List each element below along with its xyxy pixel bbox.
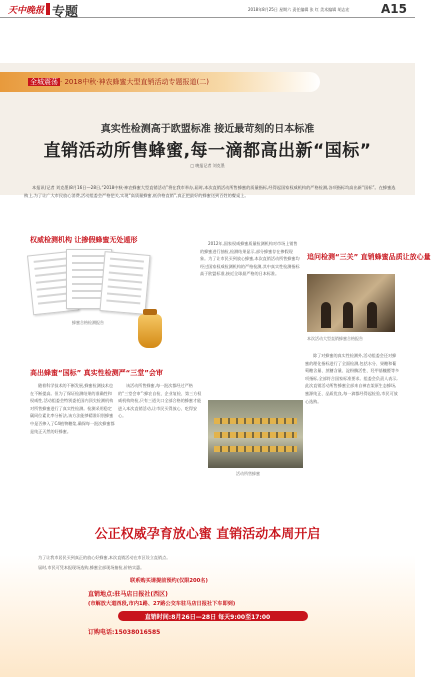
- article-lead: 本报讯(记者 刘克墨)8月16日—28日,“2018中秋·神农蜂蜜大型直销活动”将在我市举办,届时,本次直销活动所售蜂蜜的质量指标,经得起国家权威机构的严格检测,各项指标均高出新“国标”。在蜂蜜选购上,为了让广大市民放心消费,活动组委会严格把关,实现“高质量蜂蜜,低价格直销”,真正把最好的蜂蜜送到百姓的餐桌上。: [24, 185, 396, 198]
- advert-location-detail: (市解放大道西段,市内1路、27路公交车驻马店日报社下车即到): [88, 601, 236, 607]
- advert-coupon: 联系购买请提前预约(仅限200名): [130, 578, 208, 584]
- honey-products-photo: [208, 400, 303, 468]
- block2-title: 高出蜂蜜“国标” 真实性检测严“三堂”会审: [30, 369, 163, 377]
- advert-title: 公正权威孕育放心蜜 直销活动本周开启: [94, 527, 321, 542]
- section-name: 专题: [52, 5, 79, 20]
- article-headline: 直销活动所售蜂蜜,每一滴都高出新“国标”: [43, 141, 372, 161]
- inspection-photo: [307, 274, 395, 332]
- left-column-text: 随着科学技术的不断发展,蜂蜜检测技术也在不断提高。但为了保证检测结果的准确性和权威性,活动组委会特别委托国内顶尖检测机构对所售蜂蜜进行了真实性检测。检测采用稳定碳同位素比率分析法,该方法能够精准识别蜂蜜中是否掺入了C4植物糖浆,确保每一批次蜂蜜都是纯正天然的好蜂蜜。: [30, 383, 115, 434]
- advert-time: 直销时间:8月26日—28日 每天9:00至17:00: [144, 614, 271, 621]
- newspaper-brand: 天中晚报: [8, 6, 45, 16]
- test-report-image: [30, 247, 150, 317]
- section-marker: [46, 3, 50, 15]
- advert-location: 直销地点:驻马店日报社(西区): [88, 591, 168, 598]
- block3-title: 追问检测“三关” 直销蜂蜜品质让放心量: [307, 253, 431, 261]
- series-banner-text: [28, 77, 209, 87]
- page-meta: 2018年8月25日 星期六 责任编辑 张 红 美术编辑 胡志宏: [248, 7, 350, 12]
- advert-paragraph-2: 届时,市民可凭本报现场选购,蜂蜜全部现场抽检,价格实惠。: [38, 565, 145, 570]
- article-byline: □ 晚报记者 刘克墨: [190, 163, 225, 168]
- block1-title: 权威检测机构 让掺假蜂蜜无处遁形: [30, 236, 138, 244]
- banner-label: 全城震荡: [30, 78, 58, 86]
- page-number: A15: [381, 2, 407, 16]
- block1-caption: 蜂蜜合格检测报告: [72, 320, 104, 325]
- banner-title: · 2018中秋·神农蜂蜜大型直销活动专题报道(二): [60, 78, 209, 86]
- report-doc: [99, 251, 150, 315]
- advert-phone: 订购电话:15038016585: [88, 629, 161, 636]
- honey-jar-image: [138, 314, 162, 348]
- block2-caption: 活动所售蜂蜜: [236, 471, 260, 476]
- article-subtitle: 真实性检测高于欧盟标准 接近最苛刻的日本标准: [100, 124, 315, 135]
- right-column-text: 除了对蜂蜜的真实性检测外,活动组委会还对蜂蜜的理化指标进行了全面检测,包括水分、果糖和葡萄糖含量、蔗糖含量、淀粉酶活性、羟甲基糠醛等多项指标,全部符合国家标准要求。组委会负责人表示,此次直销活动所售蜂蜜全部来自神农架原生态蜂场,蜜源纯正、品质优良,每一滴都经得起检验,市民可放心选购。: [305, 353, 400, 404]
- page-header: [0, 0, 415, 18]
- advert-paragraph-1: 为了让我市居民买到真正的放心好蜂蜜,本次直销活动在市区设立直销点。: [38, 555, 171, 560]
- center-column-text: 该活动所售蜂蜜,每一批次都经过严格的“三堂会审”:蜂农自检、企业复检、第三方权威机构终检,只有三道关口全部合格的蜂蜜才能进入本次直销活动,让市民买得放心、吃得安心。: [118, 383, 202, 419]
- mid-column-text: 2012年,国家权威蜂蜜质量检测机构对市场上销售的蜂蜜进行抽检,检测结果显示,部分蜂蜜存在掺假现象。为了让市民买到放心蜂蜜,本次直销活动所售蜂蜜均经过国家权威检测机构的严格检测,其中真实性检测指标高于欧盟标准,接近全球最严格的日本标准。: [200, 241, 300, 277]
- block3-caption: 本次活动大型直销蜂蜜合格报告: [307, 336, 363, 341]
